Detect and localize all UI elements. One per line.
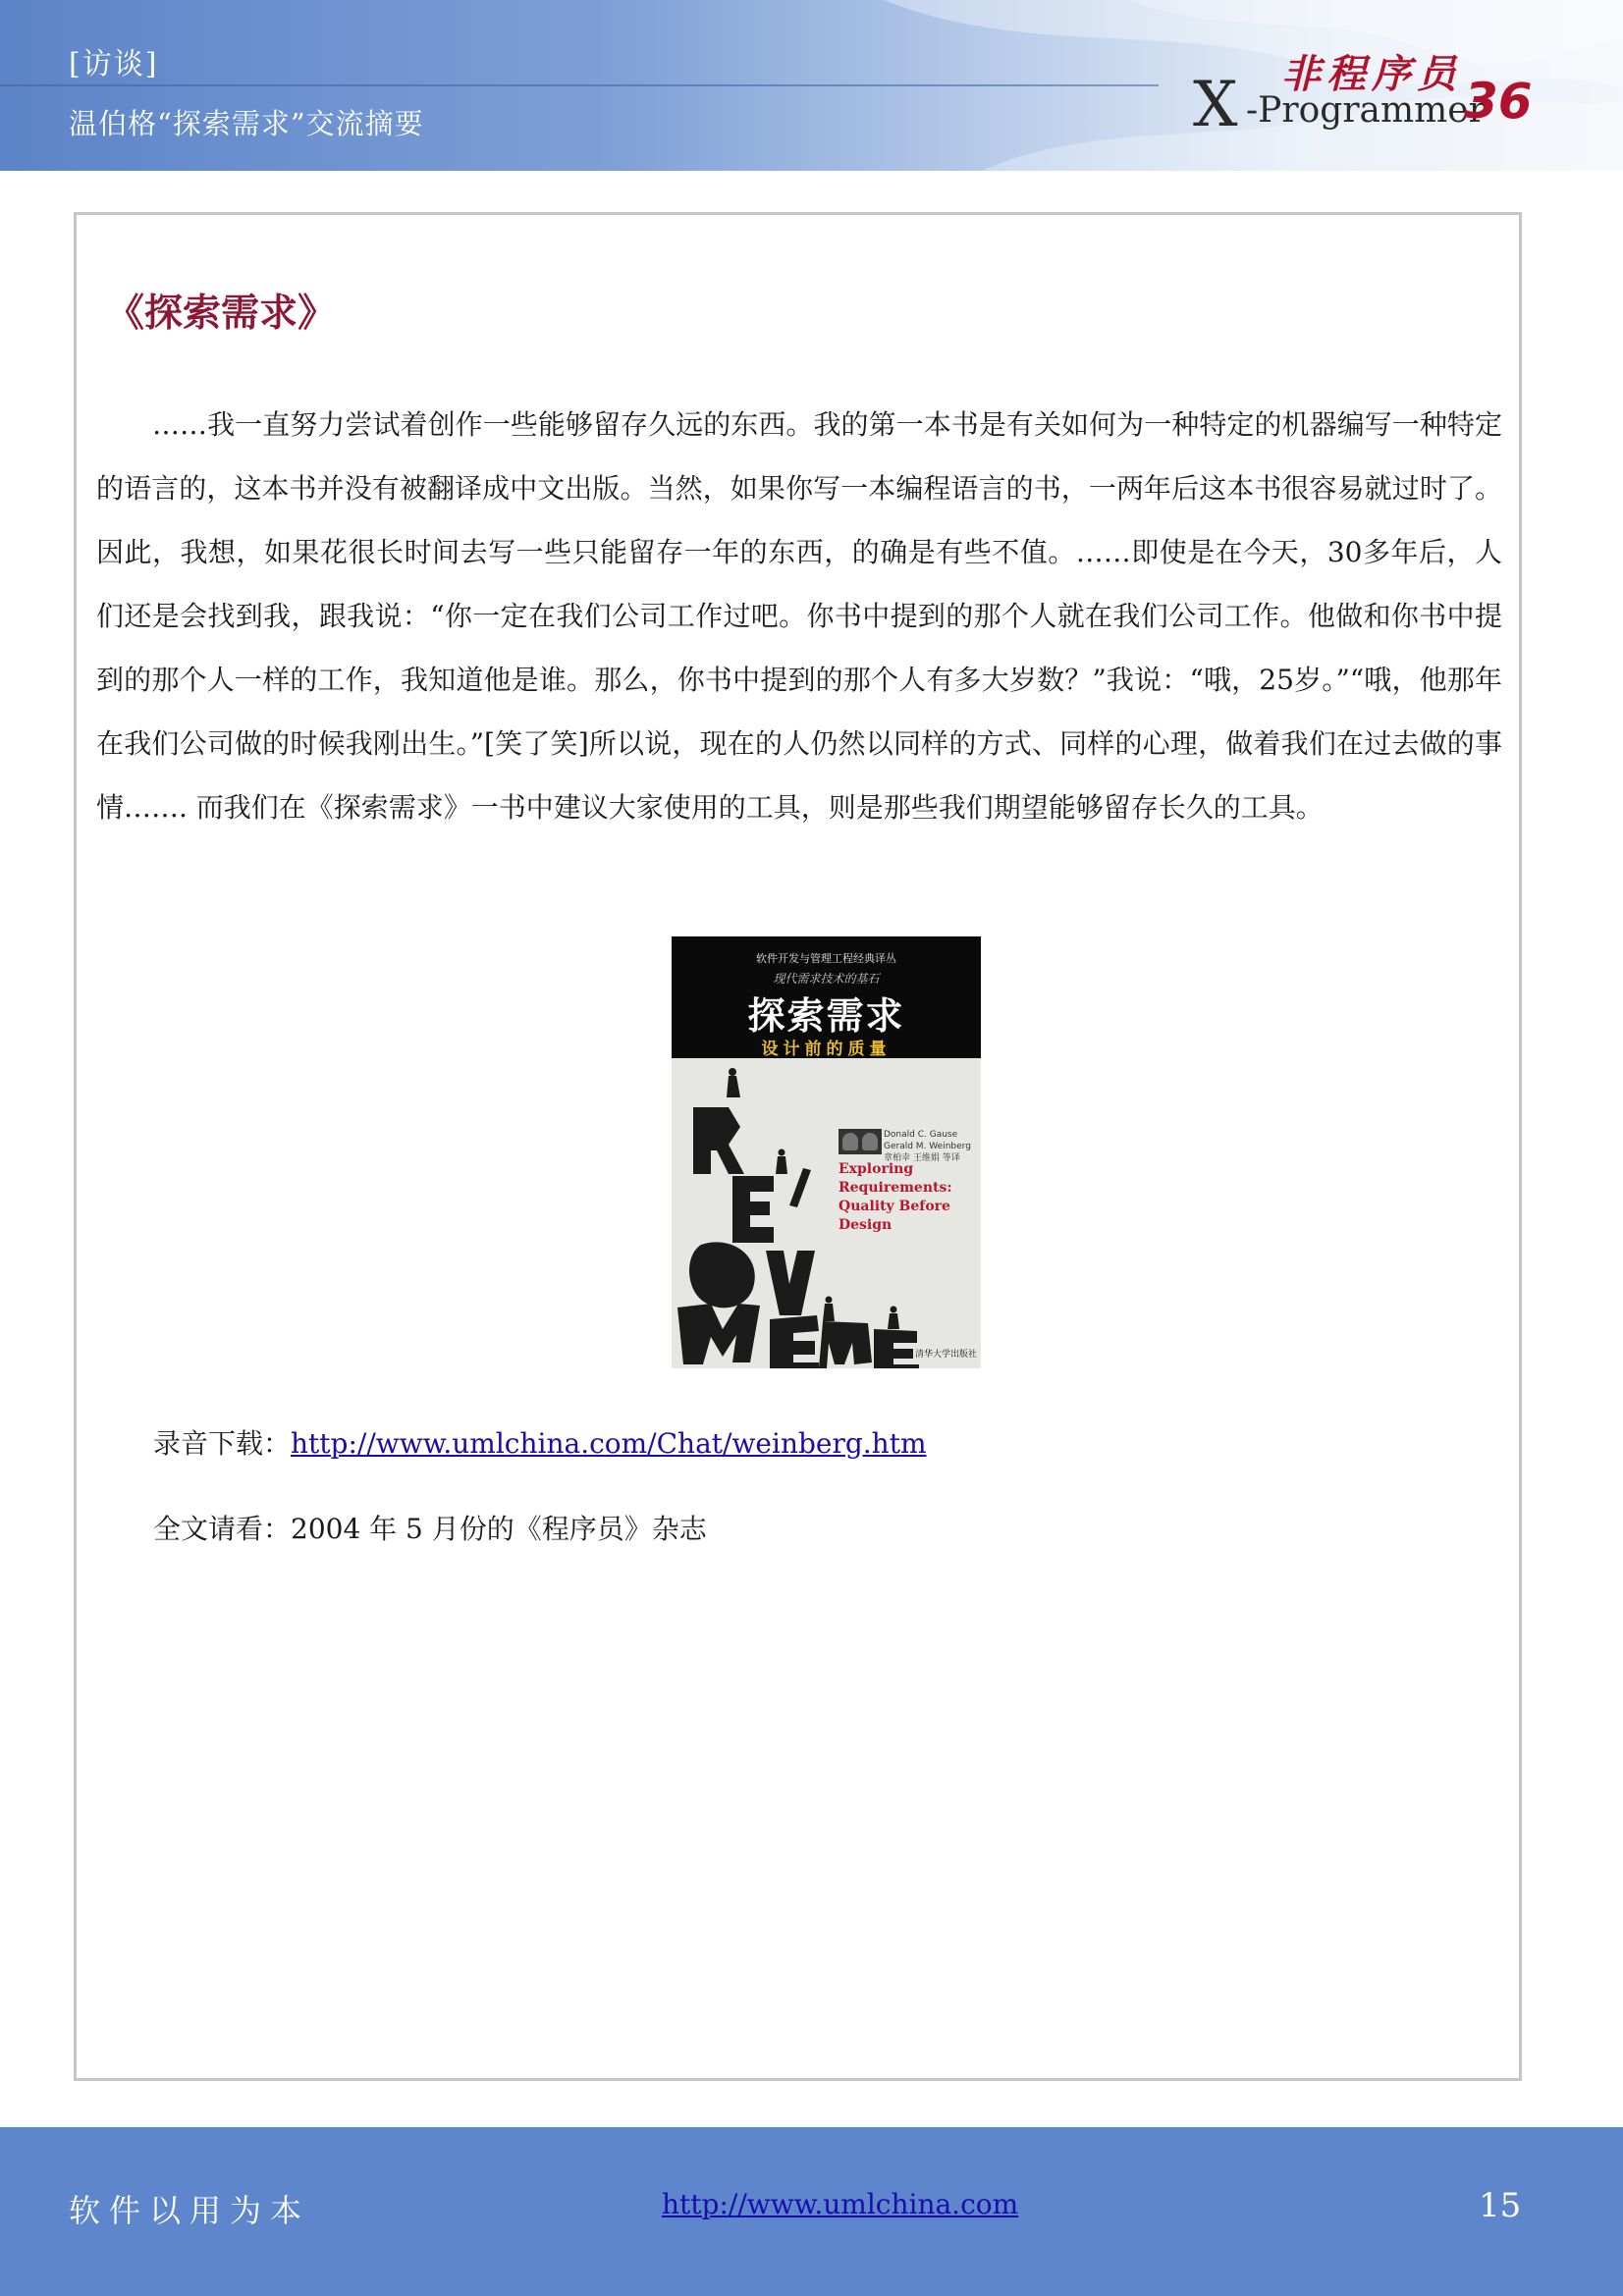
cover-subtitle: 设计前的质量 xyxy=(761,1040,892,1059)
article-subtitle: 温伯格“探索需求”交流摘要 xyxy=(69,107,424,140)
cover-title: 探索需求 xyxy=(747,994,905,1038)
download-link[interactable]: http://www.umlchina.com/Chat/weinberg.htm xyxy=(291,1427,927,1460)
header-separator xyxy=(0,84,1159,86)
book-cover-image xyxy=(672,936,981,1368)
page-footer xyxy=(0,2127,1623,2296)
cover-tagline: 现代需求技术的基石 xyxy=(773,972,880,986)
cover-english-title: Exploring Requirements: Quality Before Design xyxy=(839,1161,952,1233)
article-body: ……我一直努力尝试着创作一些能够留存久远的东西。我的第一本书是有关如何为一种特定的机器编写一种特定的语言的，这本书并没有被翻译成中文出版。当然，如果你写一本编程语言的书，一两年后这本书很容易就过时了。因此，我想，如果花很长时间去写一些只能留存一年的东西，的确是有些不值。……即使是在今天，30多年后，人们还是会找到我，跟我说：“你一定在我们公司工作过吧。你书中提到的那个人就在我们公司工作。他做和你书中提到的那个人一样的工作，我知道他是谁。那么，你书中提到的那个人有多大岁数？”我说：“哦，25岁。”“哦，他那年在我们公司做的时候我刚出生。”[笑了笑]所以说，现在的人仍然以同样的方式、同样的心理，做着我们在过去做的事情……. 而我们在《探索需求》一书中建议大家使用的工具，则是那些我们期望能够留存长久的工具。 xyxy=(96,408,1502,824)
section-label: [访谈] xyxy=(69,47,159,81)
fulltext-line: 全文请看：2004 年 5 月份的《程序员》杂志 xyxy=(153,1513,707,1545)
footer-url-link[interactable]: http://www.umlchina.com xyxy=(662,2188,1019,2220)
download-label: 录音下载： xyxy=(153,1427,292,1460)
page-number: 15 xyxy=(1479,2186,1522,2225)
article-heading: 《探索需求》 xyxy=(106,292,337,336)
download-line xyxy=(153,1422,927,1462)
cover-authors: Donald C. Gause Gerald M. Weinberg 章柏幸 王维娟 等译 xyxy=(884,1130,971,1163)
logo-chinese: 非程序员 xyxy=(1281,51,1462,97)
cover-series: 软件开发与管理工程经典译丛 xyxy=(756,952,896,965)
authors-photo xyxy=(839,1129,882,1154)
cover-publisher: 清华大学出版社 xyxy=(915,1350,978,1360)
magazine-logo xyxy=(1193,43,1537,141)
page-header xyxy=(0,0,1623,171)
logo-issue-number: 36 xyxy=(1464,73,1533,130)
logo-x: X xyxy=(1193,69,1238,141)
footer-motto: 软件以用为本 xyxy=(69,2192,311,2229)
logo-programmer: -Programmer xyxy=(1246,90,1486,131)
